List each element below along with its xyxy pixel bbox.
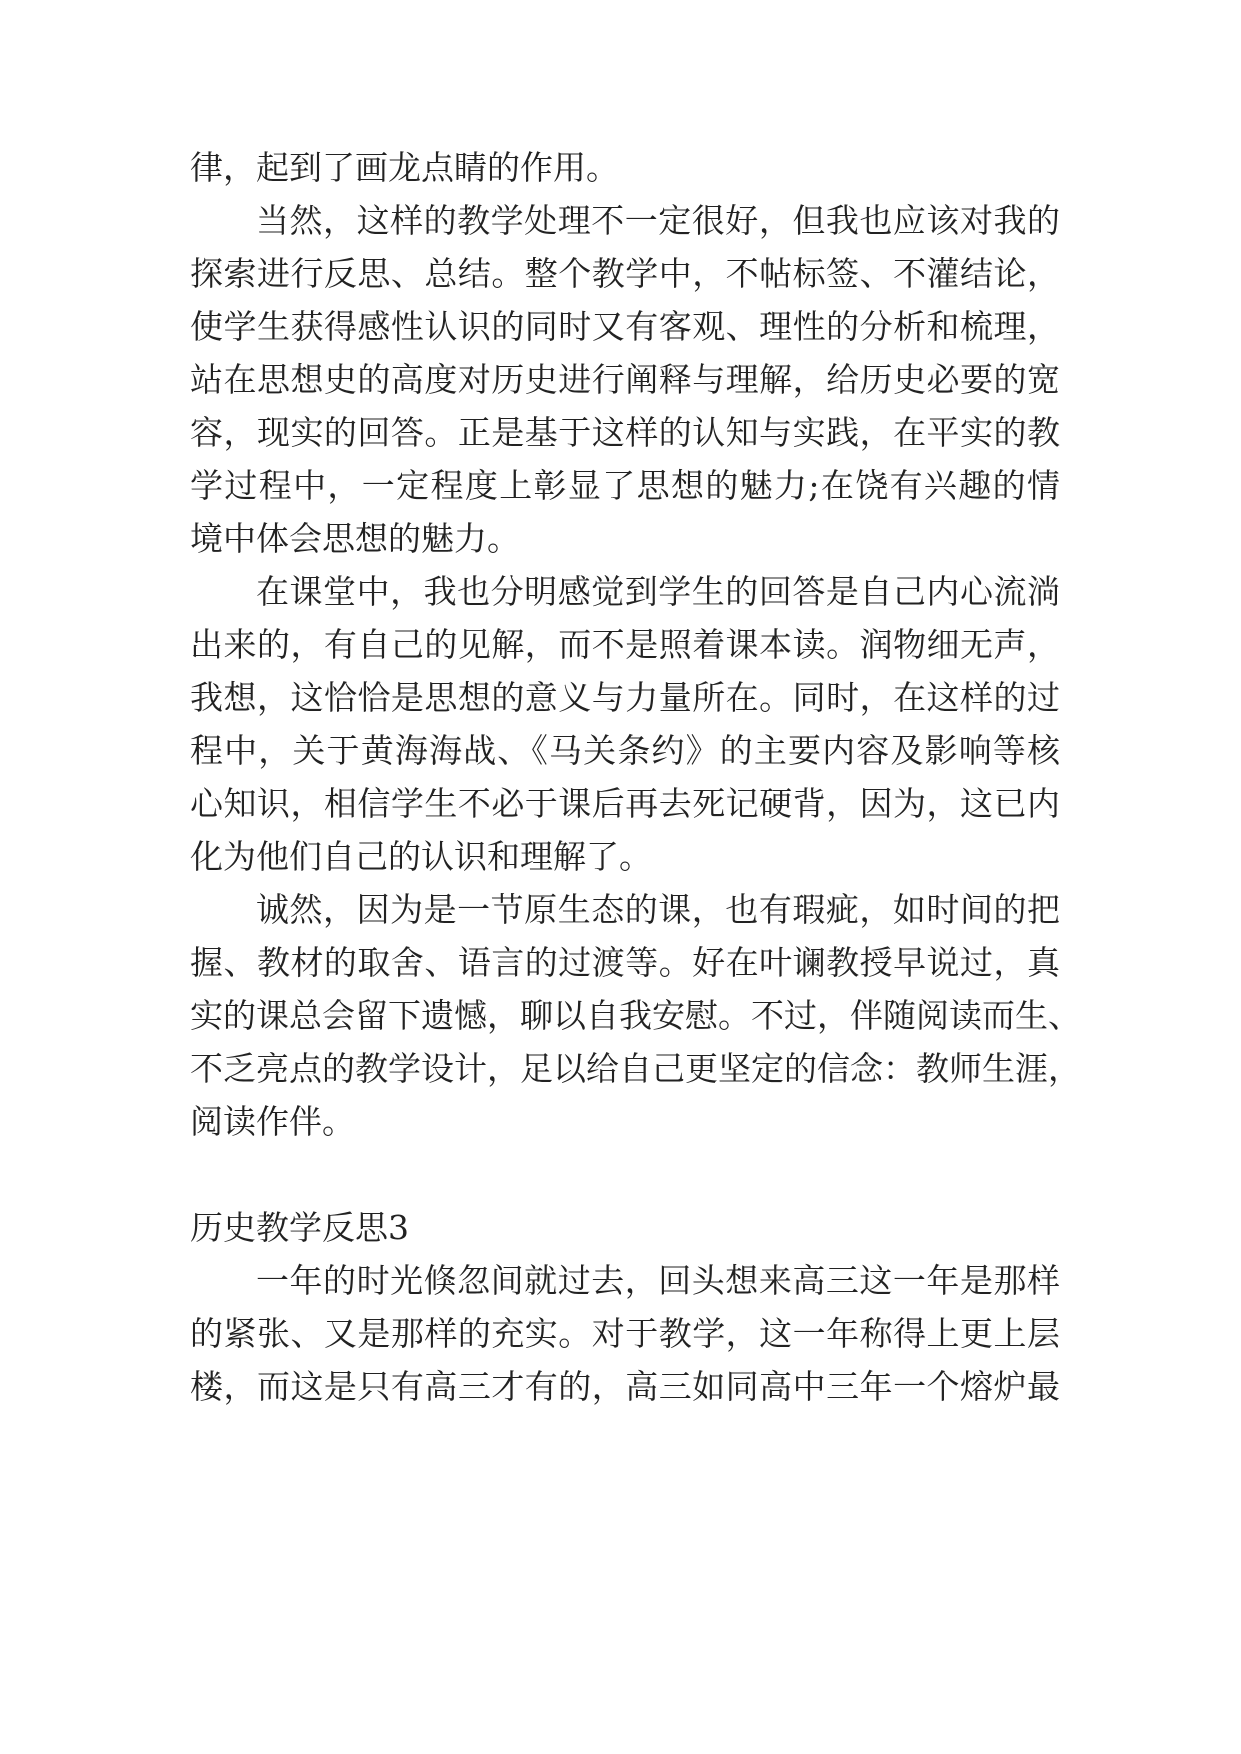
paragraph-3-line-2: 出来的，有自己的见解，而不是照着课本读。润物细无声，	[190, 625, 1060, 664]
paragraph-3-line-6: 化为他们自己的认识和理解了。	[190, 837, 652, 876]
paragraph-2-line-2: 探索进行反思、总结。整个教学中，不帖标签、不灌结论，	[190, 254, 1060, 293]
paragraph-2-line-4: 站在思想史的高度对历史进行阐释与理解，给历史必要的宽	[190, 360, 1060, 399]
paragraph-4-line-3: 实的课总会留下遗憾，聊以自我安慰。不过，伴随阅读而生、	[190, 996, 1081, 1035]
paragraph-5-line-3: 楼，而这是只有高三才有的，高三如同高中三年一个熔炉最	[190, 1367, 1060, 1406]
paragraph-3-line-1: 在课堂中，我也分明感觉到学生的回答是自己内心流淌	[256, 572, 1060, 611]
paragraph-3-line-4: 程中，关于黄海海战、《马关条约》的主要内容及影响等核	[190, 731, 1060, 770]
paragraph-4-line-5: 阅读作伴。	[190, 1102, 355, 1141]
paragraph-1-line-1: 律，起到了画龙点睛的作用。	[190, 148, 619, 187]
paragraph-2-line-5: 容，现实的回答。正是基于这样的认知与实践，在平实的教	[190, 413, 1060, 452]
paragraph-4-line-4: 不乏亮点的教学设计，足以给自己更坚定的信念：教师生涯，	[190, 1049, 1081, 1088]
paragraph-2-line-1: 当然，这样的教学处理不一定很好，但我也应该对我的	[256, 201, 1060, 240]
paragraph-2-line-6: 学过程中，一定程度上彰显了思想的魅力;在饶有兴趣的情	[190, 466, 1060, 505]
paragraph-2-line-3: 使学生获得感性认识的同时又有客观、理性的分析和梳理，	[190, 307, 1060, 346]
paragraph-2-line-7: 境中体会思想的魅力。	[190, 519, 520, 558]
paragraph-3-line-5: 心知识，相信学生不必于课后再去死记硬背，因为，这已内	[190, 784, 1060, 823]
paragraph-4-line-2: 握、教材的取舍、语言的过渡等。好在叶谰教授早说过，真	[190, 943, 1060, 982]
paragraph-3-line-3: 我想，这恰恰是思想的意义与力量所在。同时，在这样的过	[190, 678, 1060, 717]
paragraph-4-line-1: 诚然，因为是一节原生态的课，也有瑕疵，如时间的把	[256, 890, 1060, 929]
paragraph-5-line-2: 的紧张、又是那样的充实。对于教学，这一年称得上更上层	[190, 1314, 1060, 1353]
paragraph-5-line-1: 一年的时光倏忽间就过去，回头想来高三这一年是那样	[256, 1261, 1060, 1300]
section-heading: 历史教学反思3	[190, 1208, 409, 1247]
